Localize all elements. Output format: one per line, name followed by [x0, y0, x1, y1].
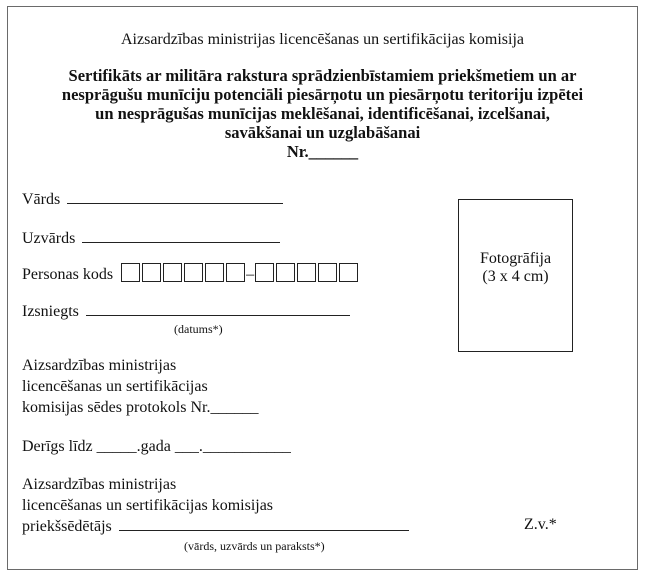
- code-box[interactable]: [163, 263, 182, 282]
- valid-until-month-blank[interactable]: ___________: [202, 438, 291, 455]
- photo-box: [458, 199, 573, 352]
- title-line-3: un nesprāgušas munīcijas meklēšanai, identificēšanai, izcelšanai,: [95, 104, 550, 123]
- issued-date-line[interactable]: [86, 301, 350, 316]
- code-box[interactable]: [121, 263, 140, 282]
- certificate-number: Nr.______: [286, 142, 359, 161]
- photo-size: (3 x 4 cm): [482, 268, 549, 285]
- personal-code-separator: –: [246, 266, 255, 283]
- name-input-line[interactable]: [67, 189, 283, 204]
- surname-input-line[interactable]: [82, 228, 280, 243]
- surname-label: Uzvārds: [22, 230, 76, 247]
- code-box[interactable]: [205, 263, 224, 282]
- certificate-title: [0, 66, 645, 161]
- protocol-line-3: komisijas sēdes protokols Nr.______: [22, 399, 259, 416]
- issued-row: [22, 301, 350, 321]
- protocol-block: [22, 355, 258, 418]
- code-box[interactable]: [297, 263, 316, 282]
- personal-code-label: Personas kods: [22, 266, 114, 283]
- surname-row: [22, 228, 280, 248]
- valid-until-dot: .: [198, 438, 203, 455]
- issued-label: Izsniegts: [22, 303, 79, 320]
- valid-until-year-blank[interactable]: _____: [96, 438, 137, 455]
- personal-code-boxes-1: [121, 263, 247, 287]
- personal-code-boxes-2: [255, 263, 360, 287]
- protocol-line-1: Aizsardzības ministrijas: [22, 357, 177, 374]
- chair-line-1: Aizsardzības ministrijas: [22, 476, 177, 493]
- chair-signature-line[interactable]: [119, 516, 409, 531]
- title-line-1: Sertifikāts ar militāra rakstura sprādzienbīstamiem priekšmetiem un ar: [68, 66, 577, 85]
- photo-label: Fotogrāfija: [479, 250, 552, 267]
- valid-until-day-blank[interactable]: ___: [174, 438, 199, 455]
- personal-code-row: [22, 263, 360, 287]
- code-box[interactable]: [142, 263, 161, 282]
- chair-block: [22, 474, 409, 537]
- chair-line-3: priekšsēdētājs: [22, 518, 112, 535]
- title-line-4: savākšanai un uzglabāšanai: [224, 123, 421, 142]
- code-box[interactable]: [255, 263, 274, 282]
- valid-until-label: Derīgs līdz: [22, 438, 93, 455]
- code-box[interactable]: [318, 263, 337, 282]
- issued-hint: (datums*): [174, 322, 223, 336]
- seal-label: Z.v.*: [524, 516, 557, 533]
- valid-until-row: [22, 438, 291, 456]
- title-line-2: nesprāgušu munīciju potenciāli piesārņotu un piesārņotu teritoriju izpētei: [61, 85, 584, 104]
- protocol-line-2: licencēšanas un sertifikācijas: [22, 378, 208, 395]
- name-row: [22, 189, 283, 209]
- name-label: Vārds: [22, 191, 61, 208]
- valid-until-gada: .gada: [136, 438, 171, 455]
- code-box[interactable]: [226, 263, 245, 282]
- code-box[interactable]: [276, 263, 295, 282]
- organization-heading: Aizsardzības ministrijas licencēšanas un sertifikācijas komisija: [121, 31, 524, 48]
- code-box[interactable]: [339, 263, 358, 282]
- chair-hint: (vārds, uzvārds un paraksts*): [184, 539, 325, 553]
- code-box[interactable]: [184, 263, 203, 282]
- chair-line-2: licencēšanas un sertifikācijas komisijas: [22, 497, 274, 514]
